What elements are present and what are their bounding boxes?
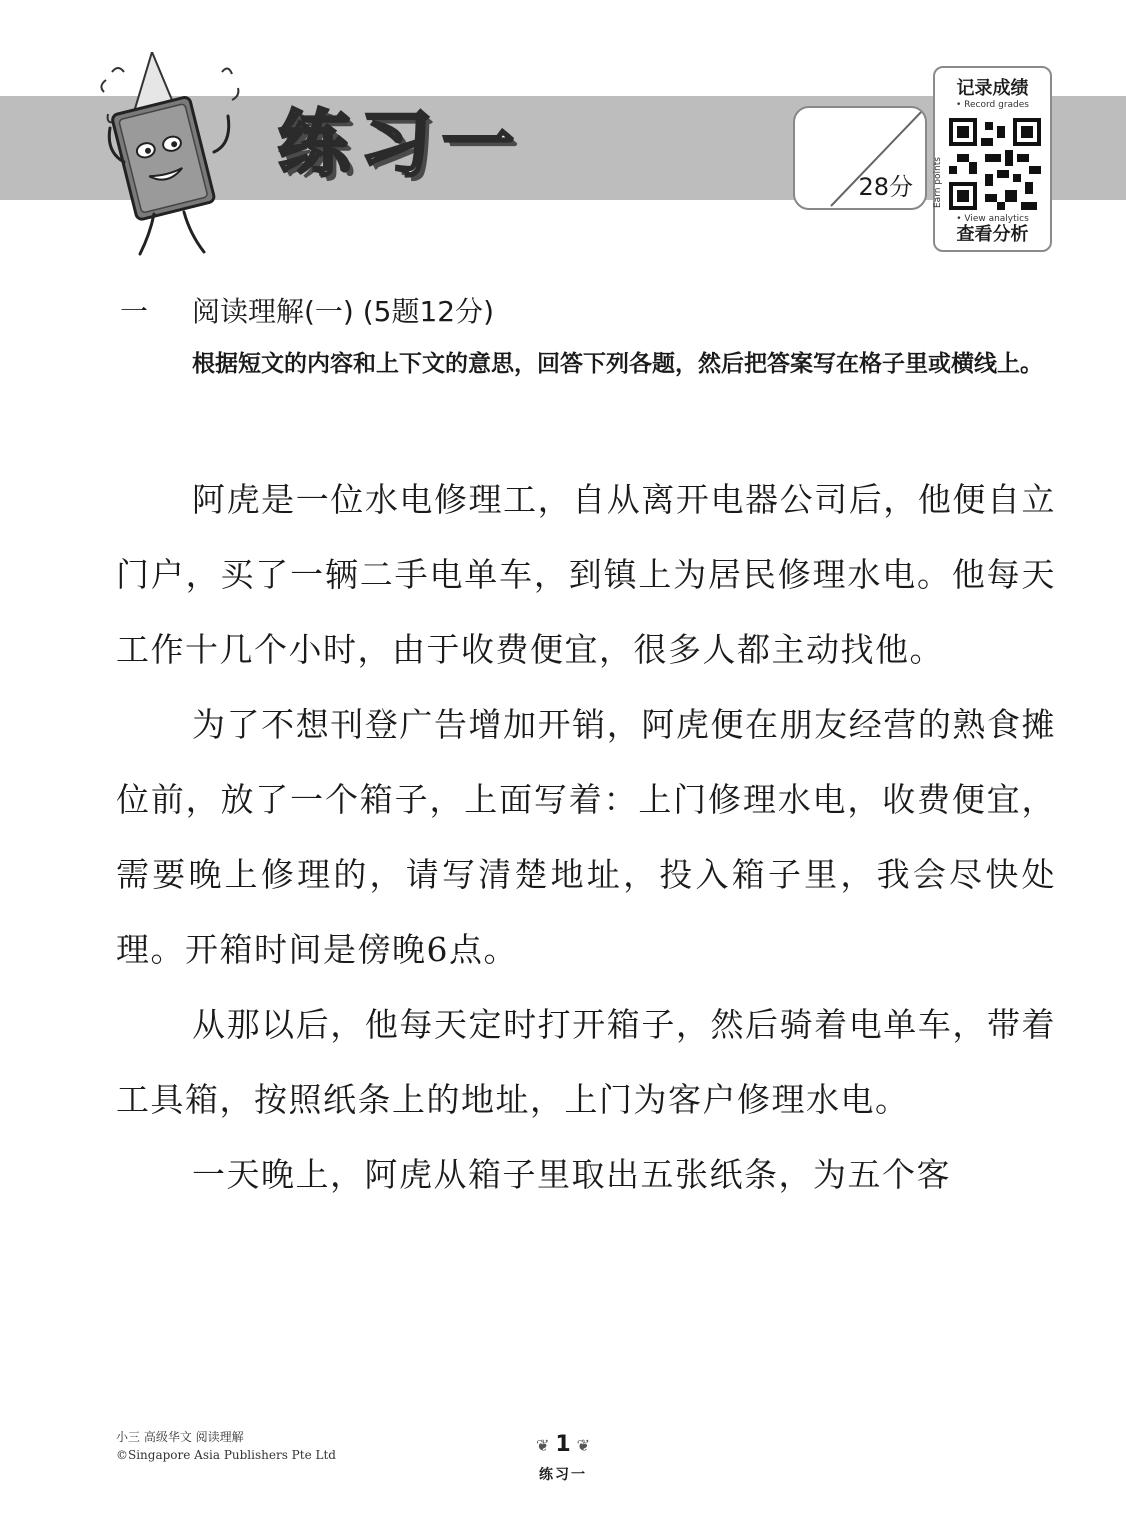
apple-icon: ❦	[535, 1436, 550, 1455]
record-grades-en: • Record grades	[956, 100, 1029, 110]
page-number-row	[0, 1432, 1126, 1457]
qr-panel[interactable]	[933, 66, 1052, 252]
passage-paragraph: 为了不想刊登广告增加开销，阿虎便在朋友经营的熟食摊位前，放了一个箱子，上面写着：上门修理水电，收费便宜，需要晚上修理的，请写清楚地址，投入箱子里，我会尽快处理。开箱时间是傍晚6点。	[116, 705, 1056, 969]
passage-paragraph: 一天晚上，阿虎从箱子里取出五张纸条，为五个客	[192, 1155, 951, 1194]
page-title: 练习一	[278, 102, 525, 186]
book-title: 小三 高级华文 阅读理解	[116, 1430, 244, 1444]
earn-points-label: Earn points	[933, 157, 943, 208]
view-analytics-en: • View analytics	[956, 214, 1029, 224]
passage-paragraph: 从那以后，他每天定时打开箱子，然后骑着电单车，带着工具箱，按照纸条上的地址，上门为客户修理水电。	[116, 1005, 1056, 1119]
book-mascot-illustration	[92, 52, 252, 262]
section-title: 阅读理解(一) (5题12分)	[192, 295, 495, 328]
view-analysis-label: 查看分析	[956, 224, 1029, 245]
section-number: 一	[120, 295, 149, 328]
page-number: 1	[555, 1432, 571, 1457]
total-score: 28分	[858, 173, 913, 201]
footer-exercise-label: 练习一	[539, 1467, 587, 1483]
passage-paragraph: 阿虎是一位水电修理工，自从离开电器公司后，他便自立门户，买了一辆二手电单车，到镇上为居民修理水电。他每天工作十几个小时，由于收费便宜，很多人都主动找他。	[116, 480, 1056, 669]
reading-passage	[116, 462, 1056, 1212]
section-instruction: 根据短文的内容和上下文的意思，回答下列各题，然后把答案写在格子里或横线上。	[192, 351, 1043, 377]
score-box	[793, 106, 927, 210]
copyright: ©Singapore Asia Publishers Pte Ltd	[116, 1448, 336, 1462]
apple-icon: ❦	[576, 1436, 591, 1455]
record-grades-label: 记录成绩	[956, 78, 1029, 99]
qr-code-icon[interactable]	[949, 118, 1041, 210]
